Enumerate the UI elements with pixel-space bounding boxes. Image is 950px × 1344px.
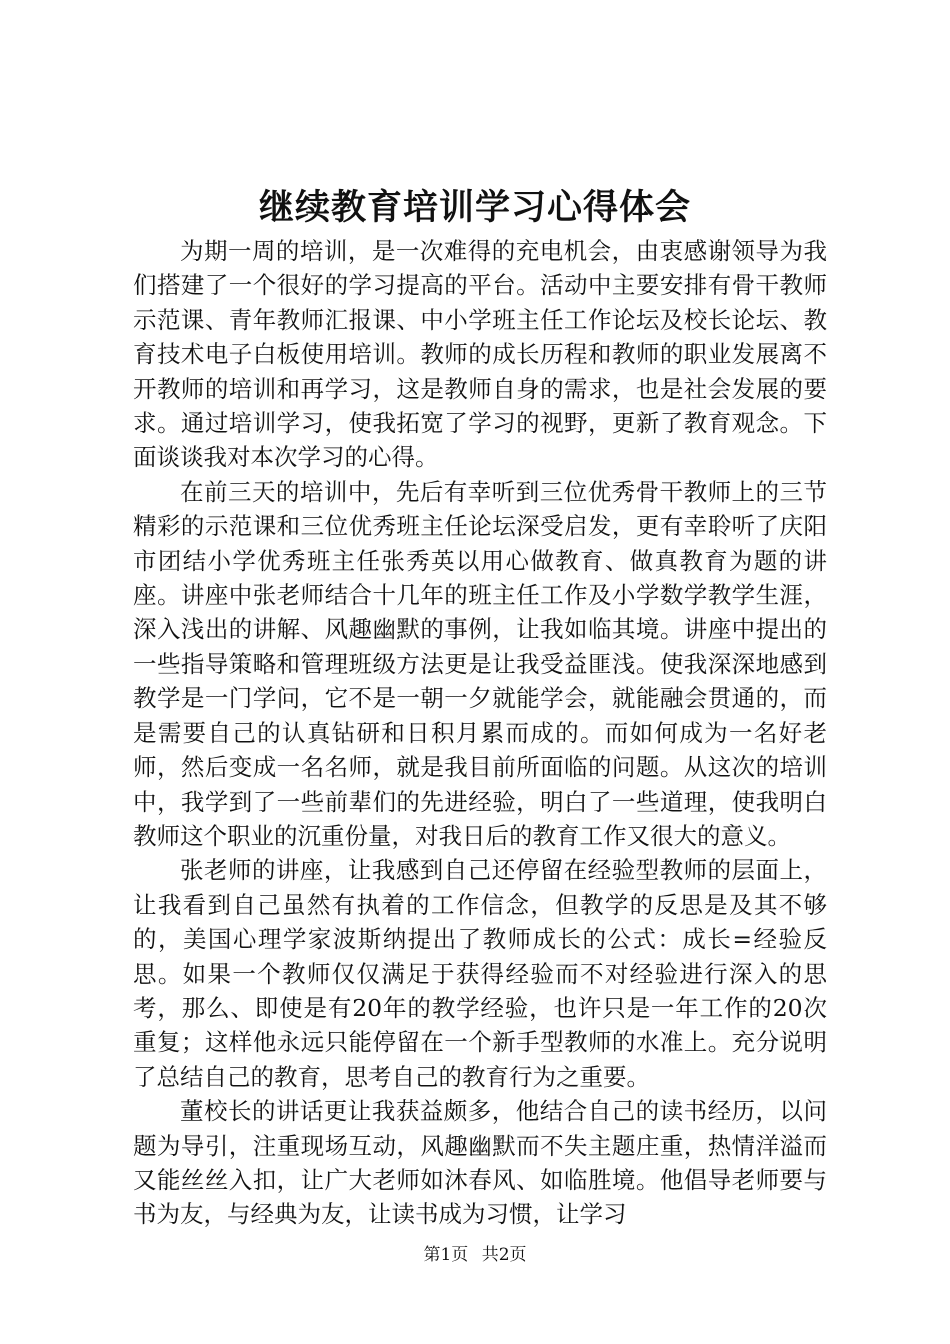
page-footer	[0, 1244, 950, 1266]
document-body	[133, 234, 827, 1232]
paragraph-4: 董校长的讲话更让我获益颇多，他结合自己的读书经历，以问题为导引，注重现场互动，风趣幽默而不失主题庄重，热情洋溢而又能丝丝入扣，让广大老师如沐春风、如临胜境。他倡导老师要与书为友，与经典为友，让读书成为习惯，让学习	[133, 1097, 827, 1229]
page-total: 共2页	[481, 1245, 527, 1265]
paragraph-3: 张老师的讲座，让我感到自己还停留在经验型教师的层面上，让我看到自己虽然有执着的工作信念，但教学的反思是及其不够的，美国心理学家波斯纳提出了教师成长的公式：成长=经验反思。如果一个教师仅仅满足于获得经验而不对经验进行深入的思考，那么、即使是有20年的教学经验，也许只是一年工作的20次重复；这样他永远只能停留在一个新手型教师的水准上。充分说明了总结自己的教育，思考自己的教育行为之重要。	[133, 856, 827, 1091]
paragraph-2: 在前三天的培训中，先后有幸听到三位优秀骨干教师上的三节精彩的示范课和三位优秀班主任论坛深受启发，更有幸聆听了庆阳市团结小学优秀班主任张秀英以用心做教育、做真教育为题的讲座。讲座中张老师结合十几年的班主任工作及小学数学教学生涯，深入浅出的讲解、风趣幽默的事例，让我如临其境。讲座中提出的一些指导策略和管理班级方法更是让我受益匪浅。使我深深地感到教学是一门学问，它不是一朝一夕就能学会，就能融会贯通的，而是需要自己的认真钻研和日积月累而成的。而如何成为一名好老师，然后变成一名名师，就是我目前所面临的问题。从这次的培训中，我学到了一些前辈们的先进经验，明白了一些道理，使我明白教师这个职业的沉重份量，对我日后的教育工作又很大的意义。	[133, 477, 827, 850]
document-title: 继续教育培训学习心得体会	[258, 187, 691, 228]
paragraph-1: 为期一周的培训，是一次难得的充电机会，由衷感谢领导为我们搭建了一个很好的学习提高的平台。活动中主要安排有骨干教师示范课、青年教师汇报课、中小学班主任工作论坛及校长论坛、教育技术电子白板使用培训。教师的成长历程和教师的职业发展离不开教师的培训和再学习，这是教师自身的需求，也是社会发展的要求。通过培训学习，使我拓宽了学习的视野，更新了教育观念。下面谈谈我对本次学习的心得。	[133, 237, 827, 472]
page-number: 第1页	[423, 1245, 469, 1265]
